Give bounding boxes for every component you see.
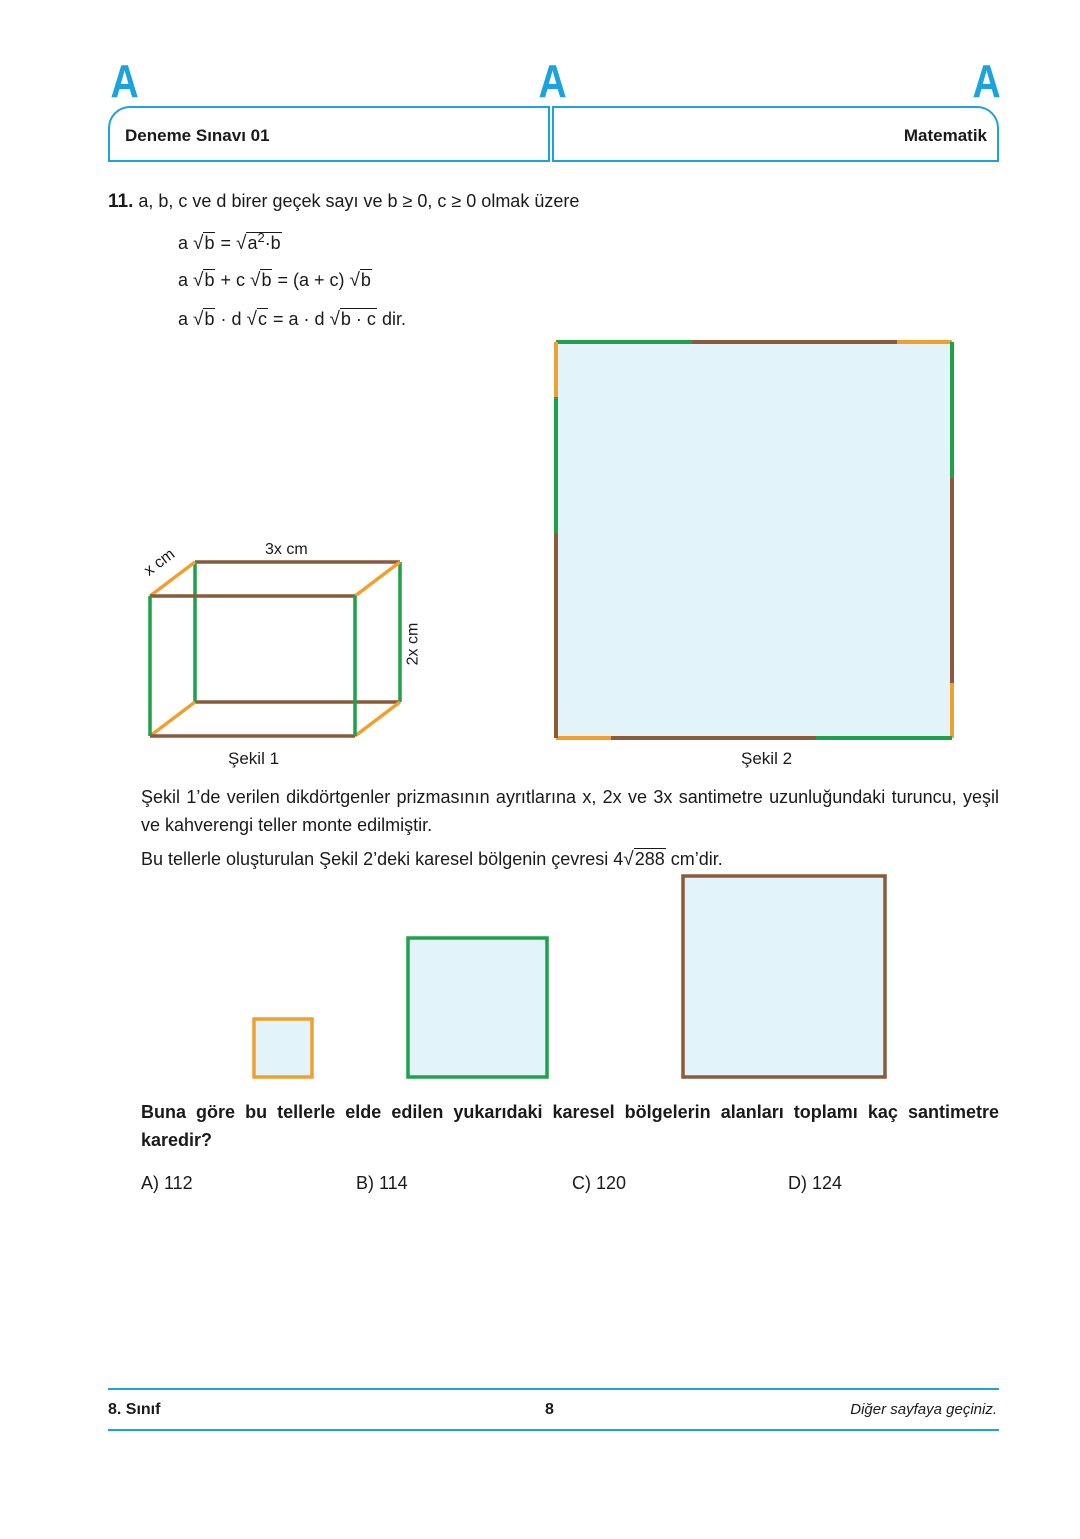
figure-2-square — [552, 338, 956, 742]
label-3x: 3x cm — [265, 541, 308, 558]
para2-after: cm’dir. — [665, 849, 723, 869]
rule2-a: a — [178, 270, 189, 290]
booklet-letter-center: A — [538, 55, 567, 107]
header-right-box — [552, 106, 999, 162]
header-left-box — [108, 106, 550, 162]
rule3-mid: · d — [215, 309, 247, 329]
rule1-a2: a — [247, 233, 258, 253]
rule1-exp: 2 — [257, 230, 265, 245]
rule3-bc: b · c — [340, 309, 376, 329]
footer-page-number: 8 — [545, 1401, 554, 1418]
para2-radicand: 288 — [634, 849, 665, 869]
booklet-letter-left: A — [110, 55, 139, 107]
choice-d[interactable]: D) 124 — [788, 1173, 843, 1193]
choice-a[interactable]: A) 112 — [141, 1173, 193, 1193]
label-x: x cm — [141, 545, 179, 580]
choice-c[interactable]: C) 120 — [572, 1173, 627, 1193]
booklet-letter-right: A — [972, 55, 1001, 107]
medium-green-square — [406, 936, 549, 1079]
footer-bottom-rule — [108, 1429, 999, 1431]
rule3-a: a — [178, 309, 189, 329]
rule1-eq: = — [215, 233, 236, 253]
rule3-tail: dir. — [376, 309, 406, 329]
rule-2: a √b + c √b = (a + c) √b — [178, 270, 371, 291]
choice-b[interactable]: B) 114 — [356, 1173, 408, 1193]
paragraph-2: Bu tellerle oluşturulan Şekil 2’deki karesel bölgenin çevresi 4√288 cm’dir. — [141, 849, 723, 870]
large-brown-square — [681, 874, 887, 1079]
rule1-b: b — [204, 233, 215, 253]
rule1-a: a — [178, 233, 189, 253]
small-orange-square — [252, 1017, 314, 1079]
footer-grade: 8. Sınıf — [108, 1401, 161, 1418]
para2-before: Bu tellerle oluşturulan Şekil 2’deki karesel bölgenin çevresi 4 — [141, 849, 624, 869]
rule-3: a √b · d √c = a · d √b · c dir. — [178, 309, 406, 330]
question-intro — [108, 187, 579, 216]
figure-1-prism — [130, 530, 450, 780]
label-2x: 2x cm — [404, 622, 422, 666]
rule2-b3: b — [360, 270, 371, 290]
footer-next-page: Diğer sayfaya geçiniz. — [850, 1401, 997, 1418]
rule2-plus: + c — [215, 270, 250, 290]
footer-top-rule — [108, 1388, 999, 1390]
rule2-b2: b — [261, 270, 272, 290]
question-prompt: Buna göre bu tellerle elde edilen yukarıdaki karesel bölgelerin alanları toplamı kaç santimetre karedir? — [141, 1102, 999, 1150]
question-intro-text: a, b, c ve d birer geçek sayı ve b ≥ 0, c ≥ 0 olmak üzere — [138, 191, 580, 211]
rule3-c: c — [257, 309, 267, 329]
rule2-b1: b — [204, 270, 215, 290]
rule1-rhs-b: ·b — [264, 233, 281, 253]
paragraph-1: Şekil 1’de verilen dikdörtgenler prizmasının ayrıtlarına x, 2x ve 3x santimetre uzunluğundaki turuncu, yeşil ve kahverengi teller monte edilmiştir. — [141, 787, 999, 835]
figure-1-label: Şekil 1 — [228, 749, 280, 768]
rule2-eq: = (a + c) — [272, 270, 350, 290]
exam-title: Deneme Sınavı 01 — [125, 126, 270, 145]
figure-2-label: Şekil 2 — [741, 749, 793, 768]
question-number: 11. — [108, 191, 134, 212]
rule-1: a $√b = √a^2\cdot b$ — [178, 230, 281, 254]
subject-title: Matematik — [903, 126, 987, 145]
rule3-eq: = a · d — [267, 309, 330, 329]
rule3-b: b — [204, 309, 215, 329]
